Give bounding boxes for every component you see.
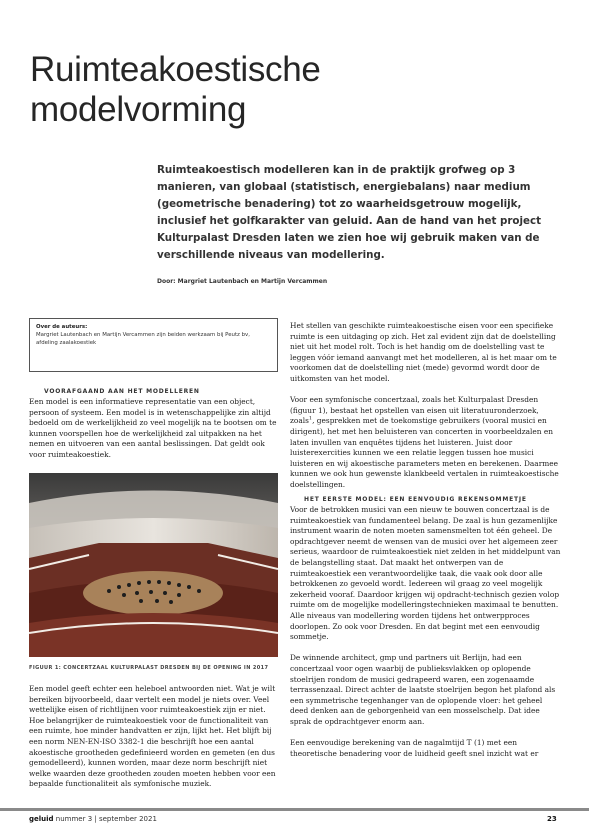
footnote-ref: 1	[308, 415, 313, 422]
paragraph-with-footnote	[290, 395, 562, 490]
footer-rule	[0, 808, 589, 811]
author-box	[29, 318, 278, 372]
paragraph: Voor de betrokken musici van een nieuw te bouwen concertzaal is de ruimteakoestiek van fundamenteel belang. De zaal is hun gezamenlijke instrument waarin de noten moeten samensmelten tot één geheel. De opdrachtgever neemt de wensen van de musici over het algemeen zeer serieus, waardoor de ruimteakoestiek niet zelden in het middelpunt van de belangstelling staat. Dat maakt het ontwerpen van de ruimteakoestiek een verantwoordelijke taak, die vaak ook door alle betrokkenen zo gevoeld wordt. Iedereen wil graag zo veel mogelijk zekerheid vooraf. Daardoor krijgen wij opdracht-technisch gezien volop ruimte om de mogelijke modelleringstechnieken maximaal te benutten. Alle niveaus van modellering worden tijdens het ontwerpproces doorlopen. Zo ook voor Dresden. En dat begint met een eenvoudig sommetje.	[290, 505, 561, 642]
concert-hall-photo	[29, 473, 278, 657]
text-segment: , gesprekken met de toekomstige gebruikers (vooral musici en dirigent), het met hen beluisteren van concerten in voorbeeldzalen en laten invullen van enquêtes tijdens het luisteren. Juist door luisterexercities kunnen we een relatie leggen tussen hoe musici luisteren en wij akoestische parameters meten en berekenen. Daarmee kunnen we ook hun gewenste klankbeeld vertalen in ruimteakoestische doelstellingen.	[290, 416, 559, 489]
author-box-text: Margriet Lautenbach en Martijn Vercammen zijn beiden werkzaam bij Peutz bv, afdeling zaalakoestiek	[36, 332, 250, 346]
page-number: 23	[547, 815, 557, 823]
figure-caption: FIGUUR 1: CONCERTZAAL KULTURPALAST DRESDEN BIJ DE OPENING IN 2017	[29, 665, 269, 671]
byline: Door: Margriet Lautenbach en Martijn Vercammen	[157, 278, 328, 285]
concert-hall-illustration	[29, 473, 278, 657]
column-1-bottom	[29, 684, 279, 801]
title-line-1: Ruimteakoestische	[30, 50, 321, 89]
magazine-brand: geluid	[29, 815, 54, 823]
text-segment: Voor een symfonische concertzaal, zoals het Kulturpalast Dresden (figuur 1), bestaat het opstellen van eisen uit literatuuronderzoek, zoals	[290, 395, 539, 426]
section-heading-1: VOORAFGAAND AAN HET MODELLEREN	[44, 388, 200, 395]
paragraph: Een eenvoudige berekening van de nagalmtijd T (1) met een theoretische benadering voor de luidheid geeft snel inzicht wat er	[290, 738, 539, 758]
paragraph: Een model geeft echter een heleboel antwoorden niet. Wat je wilt bereiken bijvoorbeeld, daar vertelt een model je niets over. Veel wettelijke eisen of richtlijnen voor ruimteakoestiek zijn er niet. Hoe belangrijker de ruimteakoestiek voor de functionaliteit van een ruimte, hoe minder handvatten er zijn, lijkt het. Het blijft bij een norm NEN-EN-ISO 3382-1 die beschrijft hoe een aantal akoestische grootheden gedefinieerd worden en gemeten (en dus gemodelleerd), kunnen worden, maar deze norm beschrijft niet welke waarden deze grootheden zouden moeten hebben voor een bepaalde functionaliteit als symfonische muziek.	[29, 684, 276, 789]
section-heading-2: HET EERSTE MODEL: EEN EENVOUDIG REKENSOMMETJE	[304, 496, 527, 504]
footer	[29, 815, 157, 823]
article-title	[30, 50, 321, 130]
paragraph: Het stellen van geschikte ruimteakoestische eisen voor een specifieke ruimte is een uitdaging op zich. Het zal evident zijn dat de doelstelling niet uit het model rolt. Toch is het handig om de doelstelling vast te leggen vóór iemand aanvangt met het modelleren, al is het maar om te voorkomen dat de doelstelling niet (mede) gevormd wordt door de uitkomsten van het model.	[290, 321, 557, 383]
article-intro: Ruimteakoestisch modelleren kan in de praktijk grofweg op 3 manieren, van globaal (statistisch, energiebalans) naar medium (geometrische benadering) tot zo waarheidsgetrouw mogelijk, inclusief het golfkarakter van geluid. Aan de hand van het project Kulturpalast Dresden laten we zien hoe wij gebruik maken van de verschillende niveaus van modellering.	[157, 164, 542, 261]
author-box-heading: Over de auteurs:	[36, 324, 88, 330]
column-1-top	[29, 397, 279, 471]
paragraph: De winnende architect, gmp und partners uit Berlijn, had een concertzaal voor ogen waarbij de publieksvlakken op oplopende stoelrijen rondom de musici gedrapeerd waren, een zogenaamde terrassenzaal. Direct achter de laatste stoelrijen begon het plafond als een symmetrische tegenhanger van de oplopende vloer: het geheel deed denken aan de geborgenheid van een mosselschelp. Dat idee sprak de opdrachtgever enorm aan.	[290, 653, 556, 726]
title-line-2: modelvorming	[30, 90, 247, 129]
paragraph: Een model is een informatieve representatie van een object, persoon of systeem. Een model is in wetenschappelijke zin altijd bedoeld om de werkelijkheid zo veel mogelijk na te bootsen om te kunnen voorspellen hoe de werkelijkheid zal uitpakken na het nemen en uitvoeren van een aantal beslissingen. Dat geldt ook voor ruimteakoestiek.	[29, 397, 277, 459]
issue-info: nummer 3 | september 2021	[55, 815, 157, 823]
column-2	[290, 321, 562, 770]
